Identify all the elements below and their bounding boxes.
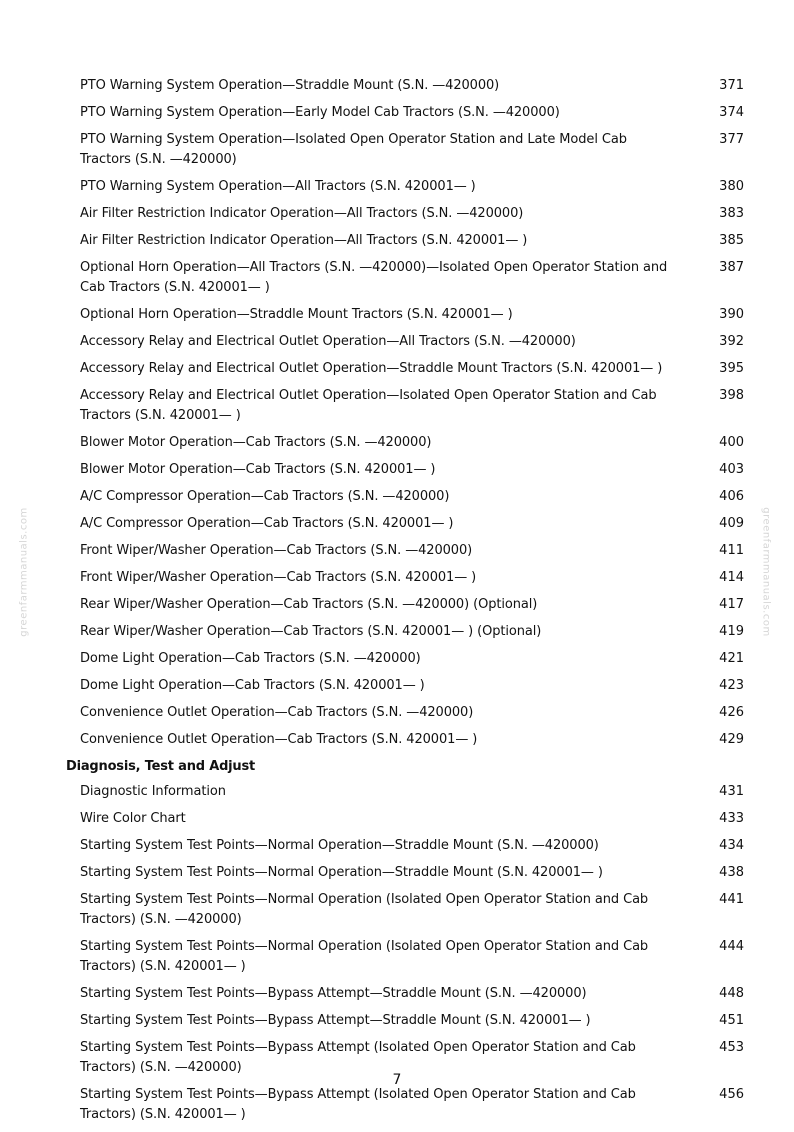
toc-entry-title: Dome Light Operation—Cab Tractors (S.N. 420001— ) [80, 678, 425, 693]
toc-entry[interactable] [66, 595, 746, 615]
toc-entry-title: Rear Wiper/Washer Operation—Cab Tractors (S.N. 420001— ) (Optional) [80, 624, 542, 639]
toc-entry[interactable] [66, 937, 746, 977]
toc-entry-title: Convenience Outlet Operation—Cab Tractors (S.N. —420000) [80, 705, 474, 720]
toc-entry[interactable] [66, 984, 746, 1004]
toc-entry[interactable] [66, 1085, 746, 1125]
toc-entry-title: Blower Motor Operation—Cab Tractors (S.N. —420000) [80, 435, 432, 450]
toc-entry-title: Starting System Test Points—Normal Operation—Straddle Mount (S.N. —420000) [80, 838, 599, 853]
toc-entry-page: 423 [719, 678, 744, 693]
toc-entry[interactable] [66, 359, 746, 379]
toc-entry-page: 374 [719, 105, 744, 120]
toc-entry-title: Starting System Test Points—Bypass Attempt (Isolated Open Operator Station and Cab Tractors) (S.N. 420001— ) [80, 1087, 636, 1122]
toc-entry-title: Diagnostic Information [80, 784, 226, 799]
toc-entry-title: PTO Warning System Operation—All Tractors (S.N. 420001— ) [80, 179, 476, 194]
toc-entry[interactable] [66, 782, 746, 802]
toc-entry[interactable] [66, 890, 746, 930]
toc-entry[interactable] [66, 730, 746, 750]
toc-entry-page: 400 [719, 435, 744, 450]
toc-entry-title: Accessory Relay and Electrical Outlet Operation—Isolated Open Operator Station and Cab Tractors (S.N. 420001— ) [80, 388, 657, 423]
toc-entry[interactable] [66, 386, 746, 426]
toc-entry-title: Accessory Relay and Electrical Outlet Operation—All Tractors (S.N. —420000) [80, 334, 576, 349]
toc-entry[interactable] [66, 541, 746, 561]
toc-entry[interactable] [66, 460, 746, 480]
toc-entry-title: Starting System Test Points—Normal Operation—Straddle Mount (S.N. 420001— ) [80, 865, 603, 880]
toc-entry-page: 444 [719, 939, 744, 954]
toc-entry-title: A/C Compressor Operation—Cab Tractors (S.N. —420000) [80, 489, 450, 504]
toc-entry-page: 434 [719, 838, 744, 853]
toc-entry-title: Starting System Test Points—Bypass Attempt (Isolated Open Operator Station and Cab Tractors) (S.N. —420000) [80, 1040, 636, 1075]
toc-entry-page: 387 [719, 260, 744, 275]
toc-entry-page: 421 [719, 651, 744, 666]
toc-entry-page: 426 [719, 705, 744, 720]
toc-entry[interactable] [66, 649, 746, 669]
toc-entry[interactable] [66, 76, 746, 96]
toc-entry-title: PTO Warning System Operation—Straddle Mount (S.N. —420000) [80, 78, 500, 93]
toc-entry[interactable] [66, 809, 746, 829]
toc-group-operation [66, 76, 746, 750]
toc-entry[interactable] [66, 676, 746, 696]
section-heading: Diagnosis, Test and Adjust [66, 759, 256, 774]
toc-entry-title: Air Filter Restriction Indicator Operation—All Tractors (S.N. —420000) [80, 206, 524, 221]
toc-entry-title: A/C Compressor Operation—Cab Tractors (S.N. 420001— ) [80, 516, 454, 531]
table-of-contents [66, 76, 746, 1132]
toc-entry-title: Convenience Outlet Operation—Cab Tractors (S.N. 420001— ) [80, 732, 478, 747]
toc-entry[interactable] [66, 622, 746, 642]
toc-entry-page: 383 [719, 206, 744, 221]
toc-entry-title: Starting System Test Points—Bypass Attempt—Straddle Mount (S.N. 420001— ) [80, 1013, 591, 1028]
toc-entry[interactable] [66, 130, 746, 170]
watermark-right: greenfarmmanuals.com [760, 507, 772, 637]
toc-entry[interactable] [66, 1011, 746, 1031]
toc-entry-page: 385 [719, 233, 744, 248]
toc-entry[interactable] [66, 177, 746, 197]
toc-entry[interactable] [66, 305, 746, 325]
toc-entry[interactable] [66, 433, 746, 453]
toc-entry-title: Starting System Test Points—Normal Operation (Isolated Open Operator Station and Cab Tractors) (S.N. 420001— ) [80, 939, 649, 974]
toc-entry-title: Dome Light Operation—Cab Tractors (S.N. —420000) [80, 651, 421, 666]
toc-entry-page: 392 [719, 334, 744, 349]
toc-entry-page: 448 [719, 986, 744, 1001]
toc-entry-title: Rear Wiper/Washer Operation—Cab Tractors (S.N. —420000) (Optional) [80, 597, 538, 612]
toc-entry-title: Air Filter Restriction Indicator Operation—All Tractors (S.N. 420001— ) [80, 233, 528, 248]
toc-entry-title: Starting System Test Points—Normal Operation (Isolated Open Operator Station and Cab Tractors) (S.N. —420000) [80, 892, 649, 927]
toc-entry-title: Starting System Test Points—Bypass Attempt—Straddle Mount (S.N. —420000) [80, 986, 587, 1001]
toc-entry-page: 419 [719, 624, 744, 639]
toc-entry[interactable] [66, 332, 746, 352]
toc-entry-page: 451 [719, 1013, 744, 1028]
toc-entry-page: 390 [719, 307, 744, 322]
toc-entry-page: 453 [719, 1040, 744, 1055]
toc-entry-page: 431 [719, 784, 744, 799]
toc-entry-page: 417 [719, 597, 744, 612]
toc-entry-page: 409 [719, 516, 744, 531]
toc-entry-page: 403 [719, 462, 744, 477]
page-number: 7 [392, 1072, 402, 1088]
toc-entry[interactable] [66, 703, 746, 723]
toc-entry[interactable] [66, 836, 746, 856]
toc-entry[interactable] [66, 103, 746, 123]
toc-entry-title: Accessory Relay and Electrical Outlet Operation—Straddle Mount Tractors (S.N. 420001— ) [80, 361, 663, 376]
toc-entry-page: 438 [719, 865, 744, 880]
toc-entry-title: PTO Warning System Operation—Early Model Cab Tractors (S.N. —420000) [80, 105, 560, 120]
toc-entry-page: 371 [719, 78, 744, 93]
toc-entry-page: 414 [719, 570, 744, 585]
toc-entry-page: 456 [719, 1087, 744, 1102]
toc-entry[interactable] [66, 514, 746, 534]
toc-entry-page: 377 [719, 132, 744, 147]
toc-entry-page: 429 [719, 732, 744, 747]
toc-entry-page: 441 [719, 892, 744, 907]
toc-entry-title: Front Wiper/Washer Operation—Cab Tractors (S.N. 420001— ) [80, 570, 477, 585]
toc-entry-page: 406 [719, 489, 744, 504]
toc-entry-title: Optional Horn Operation—Straddle Mount Tractors (S.N. 420001— ) [80, 307, 513, 322]
toc-entry-title: Wire Color Chart [80, 811, 186, 826]
toc-entry-title: Blower Motor Operation—Cab Tractors (S.N. 420001— ) [80, 462, 436, 477]
toc-entry-page: 380 [719, 179, 744, 194]
toc-entry[interactable] [66, 568, 746, 588]
toc-entry[interactable] [66, 258, 746, 298]
toc-entry[interactable] [66, 487, 746, 507]
toc-entry-title: PTO Warning System Operation—Isolated Open Operator Station and Late Model Cab Tractors (S.N. —420000) [80, 132, 627, 167]
toc-entry-title: Optional Horn Operation—All Tractors (S.N. —420000)—Isolated Open Operator Station and Cab Tractors (S.N. 420001— ) [80, 260, 668, 295]
toc-entry[interactable] [66, 231, 746, 251]
toc-entry[interactable] [66, 204, 746, 224]
toc-entry-page: 411 [719, 543, 744, 558]
toc-entry-title: Front Wiper/Washer Operation—Cab Tractors (S.N. —420000) [80, 543, 473, 558]
toc-entry[interactable] [66, 863, 746, 883]
watermark-left: greenfarmmanuals.com [18, 507, 30, 637]
toc-entry-page: 395 [719, 361, 744, 376]
toc-entry-page: 433 [719, 811, 744, 826]
toc-entry-page: 398 [719, 388, 744, 403]
